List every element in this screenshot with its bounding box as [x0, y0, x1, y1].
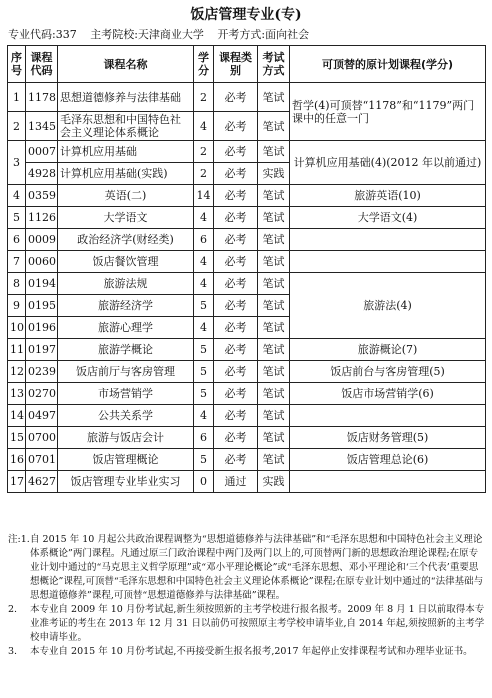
cell-code: 0700: [26, 427, 58, 449]
cell-exam: 笔试: [258, 383, 290, 405]
cell-name: 饭店餐饮管理: [58, 251, 194, 273]
table-row: [8, 229, 486, 251]
cell-code: 0009: [26, 229, 58, 251]
header-code: 课程代码: [26, 46, 58, 83]
cell-code: 0060: [26, 251, 58, 273]
cell-replace: 饭店财务管理(5): [290, 427, 486, 449]
cell-type: 必考: [214, 383, 258, 405]
note-item: [8, 603, 486, 645]
cell-name: 思想道德修养与法律基础: [58, 83, 194, 112]
table-row: [8, 471, 486, 493]
cell-replace: [290, 405, 486, 427]
table-row: [8, 405, 486, 427]
cell-type: 必考: [214, 449, 258, 471]
cell-code: 0239: [26, 361, 58, 383]
note-text: 本专业自 2015 年 10 月份考试起,不再接受新生报名报考,2017 年起停止安排课程考试和办理毕业证书。: [30, 646, 473, 657]
table-row: [8, 383, 486, 405]
cell-name: 公共关系学: [58, 405, 194, 427]
cell-credit: 6: [194, 229, 214, 251]
cell-name: 旅游与饭店会计: [58, 427, 194, 449]
cell-name: 计算机应用基础(实践): [58, 163, 194, 185]
cell-exam: 笔试: [258, 273, 290, 295]
cell-no: 6: [8, 229, 26, 251]
exam-mode: 开考方式:面向社会: [217, 28, 310, 41]
cell-credit: 4: [194, 317, 214, 339]
notes-section: [8, 533, 486, 659]
table-row: [8, 427, 486, 449]
table-row: [8, 251, 486, 273]
cell-type: 必考: [214, 207, 258, 229]
cell-exam: 笔试: [258, 427, 290, 449]
header-name: 课程名称: [58, 46, 194, 83]
cell-name: 计算机应用基础: [58, 141, 194, 163]
cell-no: 17: [8, 471, 26, 493]
cell-code: 0194: [26, 273, 58, 295]
cell-credit: 2: [194, 163, 214, 185]
cell-credit: 6: [194, 427, 214, 449]
cell-credit: 4: [194, 112, 214, 141]
cell-exam: 笔试: [258, 317, 290, 339]
table-header-row: [8, 46, 486, 83]
note-label: 注:1.: [8, 534, 30, 545]
cell-code: 0359: [26, 185, 58, 207]
meta-line: [8, 26, 319, 42]
table-row: [8, 83, 486, 112]
cell-type: 必考: [214, 273, 258, 295]
cell-code: 4627: [26, 471, 58, 493]
cell-replace: 饭店管理总论(6): [290, 449, 486, 471]
cell-type: 必考: [214, 229, 258, 251]
cell-code: 0195: [26, 295, 58, 317]
header-credit: 学分: [194, 46, 214, 83]
cell-code: 1345: [26, 112, 58, 141]
cell-exam: 笔试: [258, 112, 290, 141]
cell-no: 13: [8, 383, 26, 405]
cell-replace: 饭店市场营销学(6): [290, 383, 486, 405]
cell-exam: 笔试: [258, 361, 290, 383]
cell-no: 10: [8, 317, 26, 339]
cell-name: 政治经济学(财经类): [58, 229, 194, 251]
cell-type: 必考: [214, 317, 258, 339]
cell-exam: 笔试: [258, 405, 290, 427]
cell-name: 毛泽东思想和中国特色社会主义理论体系概论: [58, 112, 194, 141]
cell-code: 0196: [26, 317, 58, 339]
cell-replace: 大学语文(4): [290, 207, 486, 229]
course-table: [7, 45, 486, 493]
cell-credit: 4: [194, 251, 214, 273]
cell-credit: 14: [194, 185, 214, 207]
cell-code: 1178: [26, 83, 58, 112]
cell-name: 旅游学概论: [58, 339, 194, 361]
table-row: [8, 361, 486, 383]
note-text: 自 2015 年 10 月起公共政治课程调整为“思想道德修养与法律基础”和“毛泽东思想和中国特色社会主义理论体系概论”两门课程。凡通过原三门政治课程中两门及两门以上的,可顶替两门新的思想政治理论课程;在原专业计划中通过的“马克思主义哲学原理”或“邓小平理论概论”或“毛泽东思想、邓小平理论和‘三个代表’重要思想概论”课程,可顶替“毛泽东思想和中国特色社会主义理论体系概论”课程;在原专业计划中通过的“法律基础与思想道德修养”课程,可顶替“思想道德修养与法律基础”课程。: [30, 534, 484, 601]
note-label: 2.: [8, 604, 18, 615]
cell-name: 饭店管理概论: [58, 449, 194, 471]
cell-no: 4: [8, 185, 26, 207]
cell-no: 3: [8, 141, 26, 185]
cell-exam: 实践: [258, 163, 290, 185]
cell-replace: 哲学(4)可顶替“1178”和“1179”两门课中的任意一门: [290, 83, 486, 141]
cell-code: 4928: [26, 163, 58, 185]
cell-type: 必考: [214, 83, 258, 112]
cell-no: 14: [8, 405, 26, 427]
cell-name: 旅游法规: [58, 273, 194, 295]
table-row: [8, 141, 486, 163]
cell-name: 饭店前厅与客房管理: [58, 361, 194, 383]
major-code: 专业代码:337: [8, 28, 77, 41]
cell-exam: 笔试: [258, 207, 290, 229]
cell-type: 必考: [214, 405, 258, 427]
cell-exam: 笔试: [258, 83, 290, 112]
cell-code: 1126: [26, 207, 58, 229]
note-item: [8, 533, 486, 603]
page-title: 饭店管理专业(专): [190, 7, 302, 23]
cell-credit: 5: [194, 361, 214, 383]
cell-name: 英语(二): [58, 185, 194, 207]
cell-exam: 笔试: [258, 251, 290, 273]
cell-no: 16: [8, 449, 26, 471]
cell-code: 0701: [26, 449, 58, 471]
cell-credit: 2: [194, 141, 214, 163]
table-row: [8, 207, 486, 229]
cell-replace: [290, 471, 486, 493]
cell-credit: 5: [194, 383, 214, 405]
cell-no: 15: [8, 427, 26, 449]
cell-no: 5: [8, 207, 26, 229]
cell-replace: 旅游概论(7): [290, 339, 486, 361]
cell-type: 必考: [214, 361, 258, 383]
cell-type: 必考: [214, 112, 258, 141]
cell-no: 1: [8, 83, 26, 112]
cell-exam: 笔试: [258, 295, 290, 317]
cell-no: 12: [8, 361, 26, 383]
cell-replace: [290, 229, 486, 251]
cell-type: 必考: [214, 295, 258, 317]
cell-exam: 笔试: [258, 449, 290, 471]
note-label: 3.: [8, 646, 18, 657]
table-row: [8, 185, 486, 207]
note-item: [8, 645, 486, 659]
cell-exam: 笔试: [258, 229, 290, 251]
cell-code: 0007: [26, 141, 58, 163]
cell-code: 0497: [26, 405, 58, 427]
cell-credit: 4: [194, 405, 214, 427]
cell-type: 必考: [214, 163, 258, 185]
cell-no: 8: [8, 273, 26, 295]
exam-school: 主考院校:天津商业大学: [90, 28, 204, 41]
cell-type: 必考: [214, 185, 258, 207]
cell-credit: 4: [194, 273, 214, 295]
cell-exam: 笔试: [258, 339, 290, 361]
cell-name: 大学语文: [58, 207, 194, 229]
cell-replace: 旅游英语(10): [290, 185, 486, 207]
table-row: [8, 449, 486, 471]
cell-exam: 笔试: [258, 141, 290, 163]
cell-type: 必考: [214, 141, 258, 163]
header-no: 序号: [8, 46, 26, 83]
cell-replace: 饭店前台与客房管理(5): [290, 361, 486, 383]
cell-credit: 5: [194, 339, 214, 361]
note-text: 本专业自 2009 年 10 月份考试起,新生须按照新的主考学校进行报名报考。2009 年 8 月 1 日以前取得本专业准考证的考生在 2013 年 12 月 31 日以前仍可按照原主考学校申请毕业,自 2014 年起,须按照新的主考学校申请毕业。: [30, 604, 485, 643]
header-type: 课程类别: [214, 46, 258, 83]
cell-credit: 5: [194, 449, 214, 471]
cell-no: 2: [8, 112, 26, 141]
table-row: [8, 273, 486, 295]
cell-replace: 计算机应用基础(4)(2012 年以前通过): [290, 141, 486, 185]
cell-type: 必考: [214, 339, 258, 361]
cell-code: 0197: [26, 339, 58, 361]
cell-credit: 5: [194, 295, 214, 317]
header-replace: 可顶替的原计划课程(学分): [290, 46, 486, 83]
cell-type: 通过: [214, 471, 258, 493]
cell-no: 9: [8, 295, 26, 317]
cell-name: 旅游经济学: [58, 295, 194, 317]
cell-replace: 旅游法(4): [290, 273, 486, 339]
cell-credit: 4: [194, 207, 214, 229]
cell-no: 11: [8, 339, 26, 361]
cell-credit: 2: [194, 83, 214, 112]
table-row: [8, 339, 486, 361]
cell-code: 0270: [26, 383, 58, 405]
cell-credit: 0: [194, 471, 214, 493]
cell-exam: 笔试: [258, 185, 290, 207]
cell-type: 必考: [214, 427, 258, 449]
cell-replace: [290, 251, 486, 273]
cell-no: 7: [8, 251, 26, 273]
header-exam: 考试方式: [258, 46, 290, 83]
cell-name: 市场营销学: [58, 383, 194, 405]
cell-exam: 实践: [258, 471, 290, 493]
cell-type: 必考: [214, 251, 258, 273]
cell-name: 饭店管理专业毕业实习: [58, 471, 194, 493]
cell-name: 旅游心理学: [58, 317, 194, 339]
